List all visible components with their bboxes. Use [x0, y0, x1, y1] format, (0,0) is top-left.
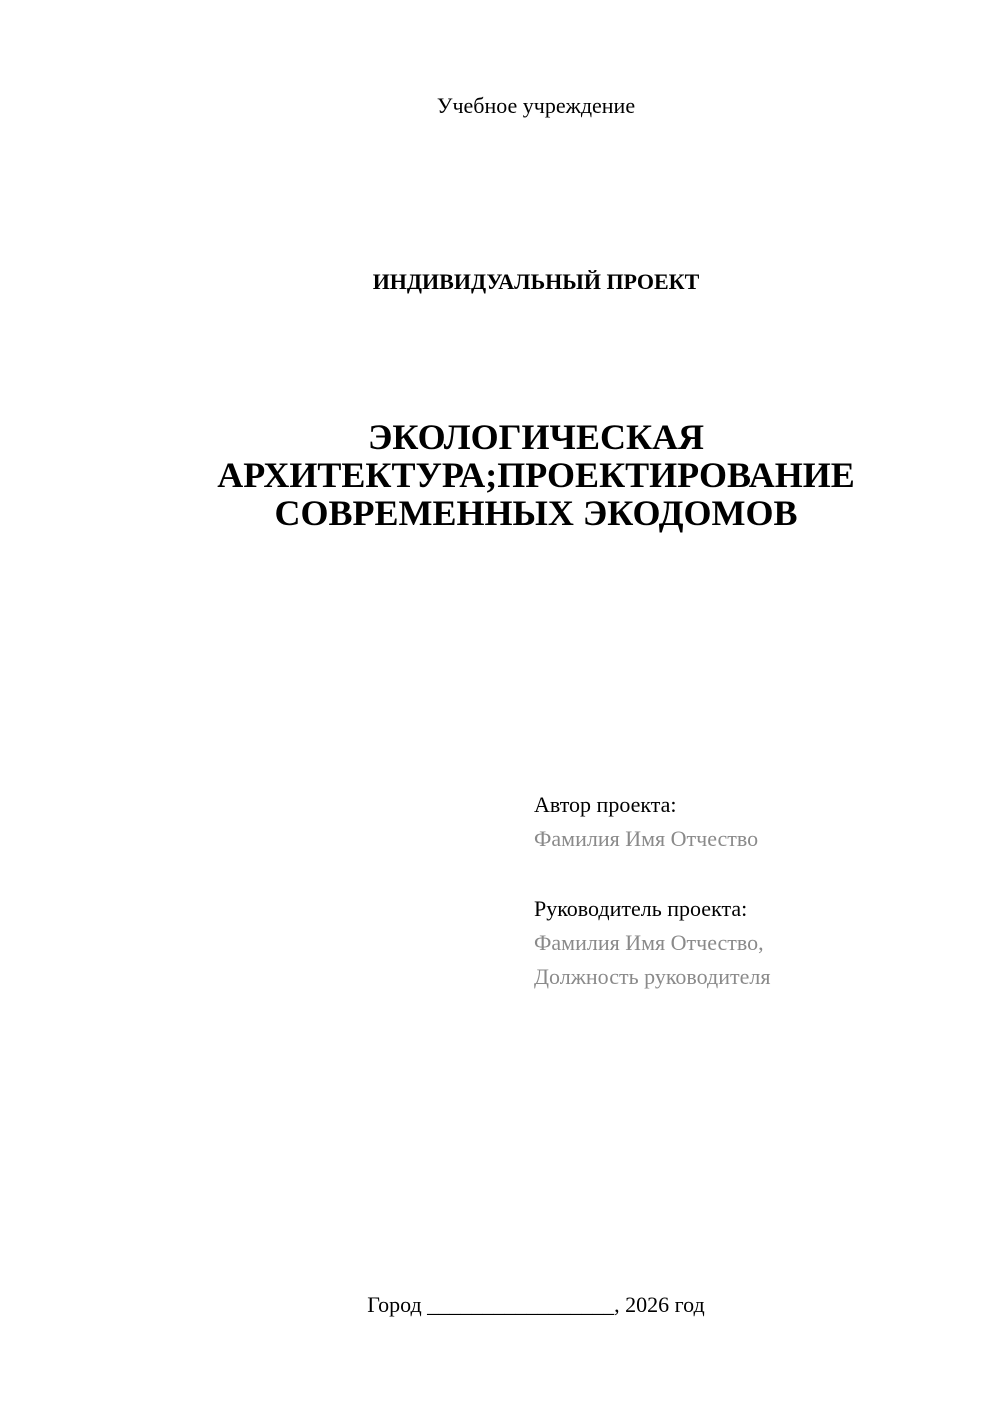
document-type: ИНДИВИДУАЛЬНЫЙ ПРОЕКТ — [372, 269, 700, 294]
project-info — [534, 788, 974, 994]
project-title — [150, 418, 922, 532]
project-title-line: ЭКОЛОГИЧЕСКАЯ — [367, 417, 705, 457]
project-title-line: СОВРЕМЕННЫХ ЭКОДОМОВ — [274, 493, 798, 533]
author-label: Автор проекта: — [534, 792, 677, 817]
info-spacer — [534, 856, 974, 892]
project-title-line: АРХИТЕКТУРА;ПРОЕКТИРОВАНИЕ — [217, 455, 855, 495]
author-name: Фамилия Имя Отчество — [534, 826, 759, 851]
city-year-line: Город _________________, 2026 год — [367, 1292, 705, 1317]
supervisor-name: Фамилия Имя Отчество, — [534, 930, 764, 955]
institution-name: Учебное учреждение — [436, 93, 636, 118]
supervisor-label: Руководитель проекта: — [534, 896, 748, 921]
supervisor-position: Должность руководителя — [534, 964, 771, 989]
